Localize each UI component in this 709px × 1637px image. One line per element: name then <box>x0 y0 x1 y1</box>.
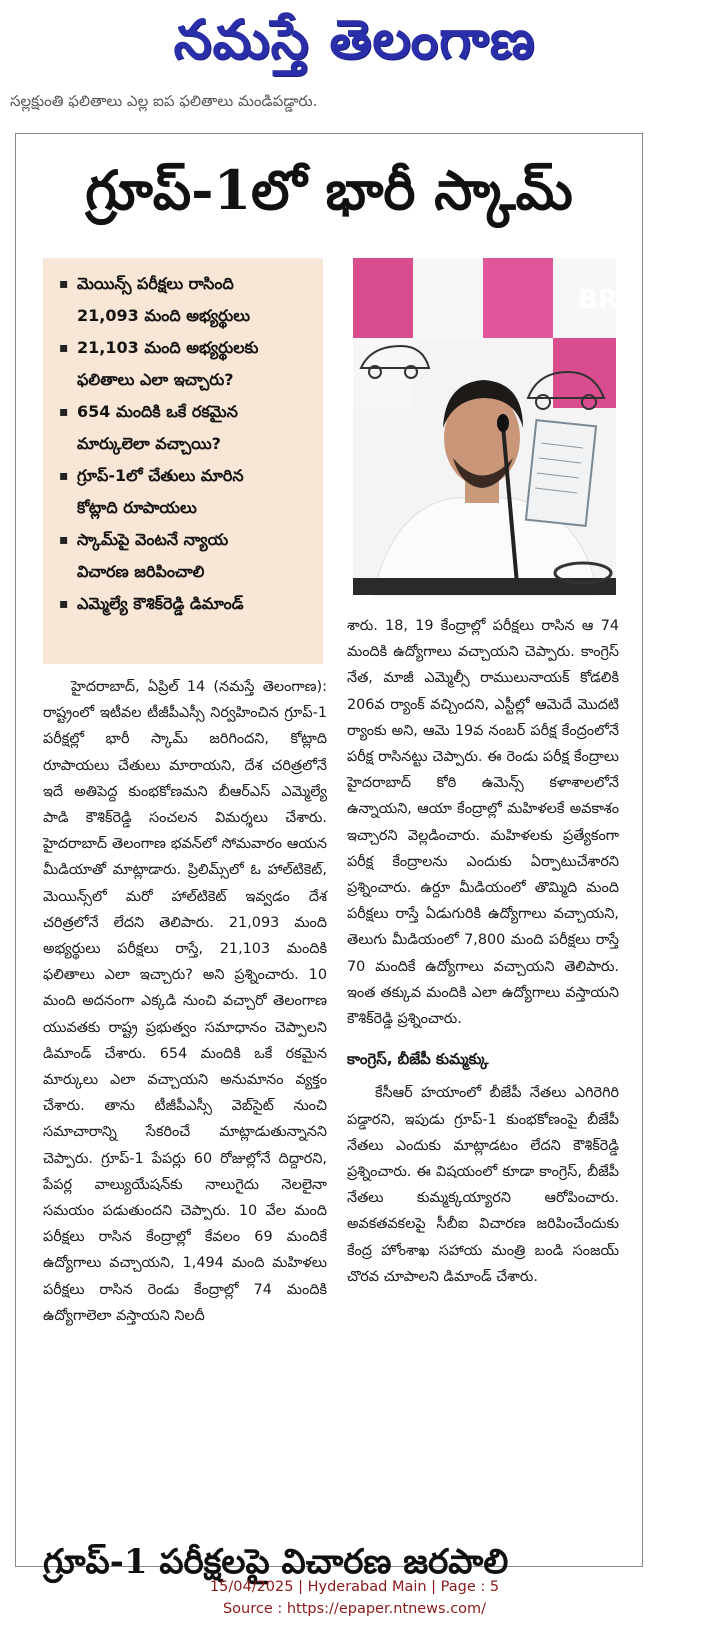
highlight-item: విచారణ జరిపించాలి <box>77 562 205 581</box>
article-column-2 <box>347 613 619 1558</box>
highlight-item: ▪ స్కామ్‌పై వెంటనే న్యాయ <box>57 524 313 556</box>
article-photo <box>353 258 637 595</box>
brs-logo-text: BRS <box>578 285 637 315</box>
article-headline: గ్రూప్-1లో భారీ స్కామ్ <box>85 158 573 222</box>
highlights-list <box>57 268 313 620</box>
highlight-item: ▪ 21,103 మంది అభ్యర్థులకు <box>57 332 313 364</box>
highlight-item: ▪ మెయిన్స్ పరీక్షలు రాసింది <box>57 268 313 300</box>
footer-edition-line: 15/04/2025 | Hyderabad Main | Page : 5 <box>209 1579 500 1595</box>
column-2-paragraph: శారు. 18, 19 కేంద్రాల్లో పరీక్షలు రాసిన ఆ 74 మందికి ఉద్యోగాలు వచ్చాయని చెప్పారు. కాంగ్రెస్ నేత, మాజీ ఎమ్మెల్సీ రాములునాయక్ కోడలికి 206వ ర్యాంక్ వచ్చిందని, ఎస్టీల్లో ఆమెదే మొదటి ర్యాంకు అని, ఆమె 19వ నంబర్ పరీక్ష కేంద్రంలోనే పరీక్ష రాసినట్టు చెప్పారు. ఈ రెండు పరీక్ష కేంద్రాలు హైదరాబాద్ కోఠి ఉమెన్స్ కళాశాలలోనే ఉన్నాయని, ఆయా కేంద్రాల్లో మహిళలకే అవకాశం ఇచ్చారని వెల్లడించారు. మహిళలకు ప్రత్యేకంగా పరీక్ష కేంద్రాలను ఎందుకు ఏర్పాటుచేశారని ప్రశ్నించారు. ఉర్దూ మీడియంలో తొమ్మిది మంది పరీక్షలు రాస్తే ఏడుగురికి ఉద్యోగాలు వచ్చాయని, తెలుగు మీడియంలో 7,800 మంది పరీక్షలు రాస్తే 70 మందికే ఉద్యోగాలు వచ్చాయని తెలిపారు. ఇంత తక్కువ మందికి ఎలా ఉద్యోగాలు వస్తాయని కౌశిక్‌రెడ్డి ప్రశ్నించారు. <box>347 618 619 1028</box>
footer-source-line: Source : https://epaper.ntnews.com/ <box>222 1601 487 1617</box>
article-subheading: కాంగ్రెస్, బీజేపీ కుమ్మక్కు <box>347 1050 489 1069</box>
column-2-paragraph-after: కేసీఆర్ హయాంలో బీజేపీ నేతలు ఎగిరెగిరి పడ్డారని, ఇపుడు గ్రూప్-1 కుంభకోణంపై బీజేపీ నేతలు ఎందుకు మాట్లాడటం లేదని కౌశిక్‌రెడ్డి ప్రశ్నించారు. ఈ విషయంలో కూడా కాంగ్రెస్, బీజేపీ నేతలు కుమ్మక్కయ్యారని ఆరోపించారు. అవకతవకలపై సీబీఐ విచారణ జరిపించేందుకు కేంద్ర హోంశాఖ సహాయ మంత్రి బండి సంజయ్ చొరవ చూపాలని డిమాండ్ చేశారు. <box>347 1085 619 1285</box>
highlight-item: ▪ గ్రూప్-1లో చేతులు మారిన <box>57 460 313 492</box>
masthead <box>0 6 709 76</box>
speaker-photo <box>353 258 637 595</box>
article-frame <box>15 133 643 1582</box>
highlight-item: ▪ 654 మందికి ఒకే రకమైన <box>57 396 313 428</box>
highlight-item: ఫలితాలు ఎలా ఇచ్చారు? <box>77 370 234 389</box>
page-footer <box>0 1576 709 1620</box>
highlight-item: కోట్లాది రూపాయలు <box>77 498 197 517</box>
next-article-heading-text: గ్రూప్-1 పరీక్షలపై విచారణ జరపాలి <box>43 1542 509 1582</box>
highlight-item: మార్కులెలా వచ్చాయి? <box>77 434 221 453</box>
highlight-item: ▪ ఎమ్మెల్యే కౌశిక్‌రెడ్డి డిమాండ్ <box>57 588 313 620</box>
article-column-1 <box>43 674 327 1566</box>
column-1-paragraph: హైదరాబాద్, ఏప్రిల్ 14 (నమస్తే తెలంగాణ): రాష్ట్రంలో ఇటీవల టీజీపీఎస్సీ నిర్వహించిన గ్రూప్-1 పరీక్షల్లో భారీ స్కామ్ జరిగిందని, కోట్లాది రూపాయలు చేతులు మారాయని, దేశ చరిత్రలోనే ఇదే అతిపెద్ద కుంభకోణమని బీఆర్ఎస్ ఎమ్మెల్యే పాడి కౌశిక్‌రెడ్డి సంచలన విమర్శలు చేశారు. హైదరాబాద్ తెలంగాణ భవన్‌లో సోమవారం ఆయన మీడియాతో మాట్లాడారు. ప్రిలిమ్స్‌లో ఓ హాల్‌టికెట్, మెయిన్స్‌లో మరో హాల్‌టికెట్ ఇవ్వడం దేశ చరిత్రలోనే లేదని తెలిపారు. 21,093 మంది అభ్యర్థులు పరీక్షలు రాస్తే, 21,103 మందికి ఫలితాలు ఎలా ఇచ్చారు? అని ప్రశ్నించారు. 10 మంది అదనంగా ఎక్కడి నుంచి వచ్చారో తెలంగాణ యువతకు రాష్ట్ర ప్రభుత్వం సమాధానం చెప్పాలని డిమాండ్ చేశారు. 654 మందికి ఒకే రకమైన మార్కులు ఎలా వచ్చాయని అనుమానం వ్యక్తం చేశారు. తాను టీజీపీఎస్సీ వెబ్‌సైట్ నుంచి సమాచారాన్ని సేకరించే మాట్లాడుతున్నానని చెప్పారు. గ్రూప్-1 పేపర్లు 60 రోజుల్లోనే దిద్దారని, పేపర్ల వాల్యుయేషన్‌కు నాలుగైదు నెలలైనా సమయం పడుతుందని చెప్పారు. 10 వేల మంది పరీక్షలు రాసిన కేంద్రాల్లో కేవలం 69 మందికే ఉద్యోగాలు వచ్చాయని, 1,494 మంది మహిళలు పరీక్షలు రాసిన రెండు కేంద్రాల్లో 74 మందికి ఉద్యోగాలెలా వస్తాయని నిలదీ <box>43 679 327 1324</box>
masthead-title: నమస్తే తెలంగాణ <box>173 7 536 71</box>
next-article-cut-heading <box>43 1542 618 1582</box>
previous-article-cutline: సల్లక్షుంతి ఫలితాలు ఎల్ల ఐప ఫలితాలు మండిపడ్డారు. <box>10 92 318 110</box>
highlight-item: 21,093 మంది అభ్యర్థులు <box>77 306 251 325</box>
highlights-box <box>43 258 323 664</box>
